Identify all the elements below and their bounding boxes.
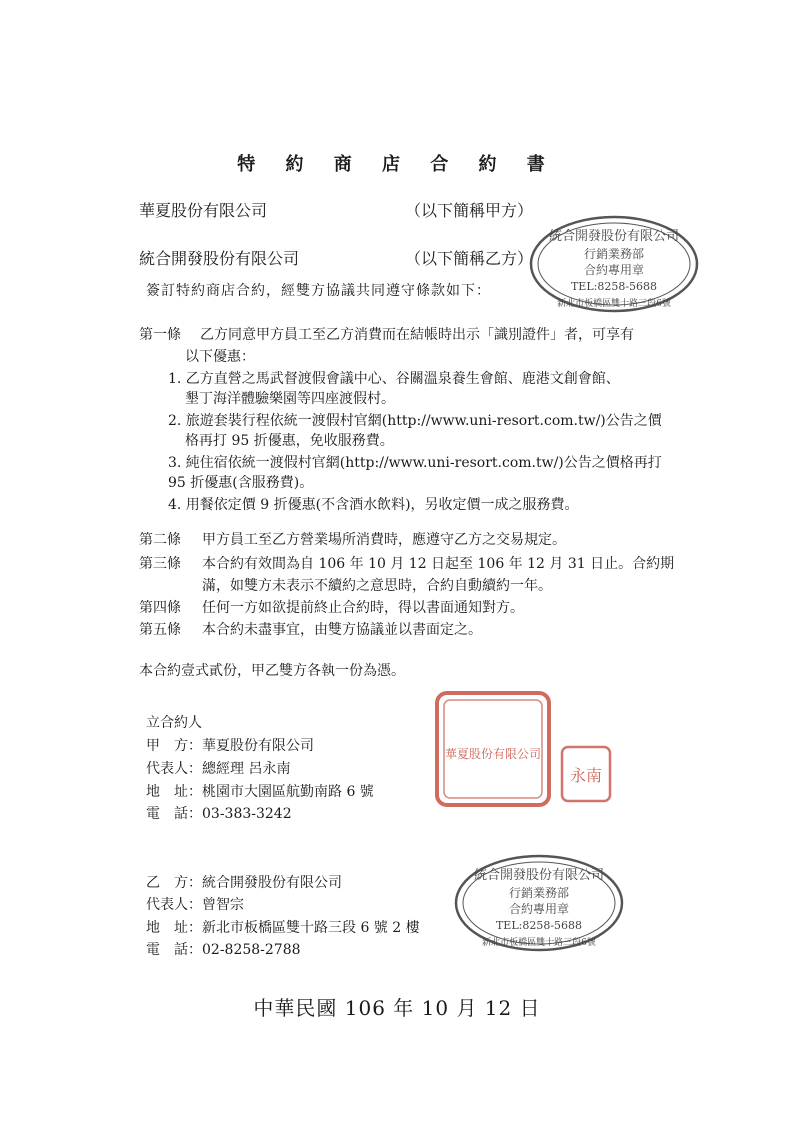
svg-text:新北市板橋區雙十路三段6號: 新北市板橋區雙十路三段6號 (557, 299, 671, 309)
article-5-label: 第五條 (139, 622, 181, 638)
intro-text: 簽訂特約商店合約，經雙方協議共同遵守條款如下： (146, 283, 491, 299)
company-square-seal (434, 690, 552, 808)
party-a-address: 地 址：桃園市大園區航勤南路 6 號 (146, 784, 374, 800)
article-1-line-2: 以下優惠： (185, 349, 255, 365)
svg-text:行銷業務部: 行銷業務部 (508, 886, 570, 900)
article-3-label: 第三條 (139, 556, 181, 572)
article-1-label: 第一條 (139, 327, 181, 343)
article-2-text: 甲方員工至乙方營業場所消費時，應遵守乙方之交易規定。 (202, 532, 566, 548)
article-3-line-1: 本合約有效間為自 106 年 10 月 12 日起至 106 年 12 月 31 日止。合約期 (202, 556, 675, 572)
signatories-header: 立合約人 (146, 715, 202, 731)
signing-date: 中華民國 106 年 10 月 12 日 (253, 996, 541, 1020)
party-a-rep: 代表人：總經理 呂永南 (146, 761, 291, 777)
svg-text:TEL:8258-5688: TEL:8258-5688 (570, 280, 658, 293)
party-a-name: 華夏股份有限公司 (139, 201, 268, 220)
benefit-line: 格再打 95 折優惠，免收服務費。 (185, 433, 394, 449)
party-a-note: （以下簡稱甲方） (405, 201, 534, 220)
benefit-line: 墾丁海洋體驗樂園等四座渡假村。 (185, 391, 395, 407)
svg-text:合約專用章: 合約專用章 (508, 902, 570, 916)
benefit-line: 95 折優惠(含服務費)。 (168, 475, 314, 491)
party-b-rep: 代表人：曾智宗 (146, 897, 244, 913)
article-4-label: 第四條 (139, 600, 181, 616)
personal-seal (560, 745, 612, 803)
party-b-address: 地 址：新北市板橋區雙十路三段 6 號 2 樓 (146, 920, 420, 936)
benefit-line: 4. 用餐依定價 9 折優惠(不含酒水飲料)，另收定價一成之服務費。 (168, 497, 579, 513)
article-1-line-1: 乙方同意甲方員工至乙方消費而在結帳時出示「識別證件」者，可享有 (200, 327, 634, 343)
benefit-line: 3. 純住宿依統一渡假村官網(http://www.uni-resort.com.tw/)公告之價格再打 (168, 455, 662, 471)
benefit-line: 2. 旅遊套裝行程依統一渡假村官網(http://www.uni-resort.com.tw/)公告之價 (168, 413, 662, 429)
company-oval-stamp (528, 214, 700, 314)
article-2-label: 第二條 (139, 532, 181, 548)
copies-statement: 本合約壹式貳份，甲乙雙方各執一份為憑。 (139, 663, 405, 679)
document-title: 特 約 商 店 合 約 書 (237, 154, 557, 175)
party-b-line: 乙 方：統合開發股份有限公司 (146, 875, 342, 891)
svg-text:統合開發股份有限公司: 統合開發股份有限公司 (473, 868, 605, 883)
party-a-line: 甲 方：華夏股份有限公司 (146, 738, 314, 754)
svg-text:TEL:8258-5688: TEL:8258-5688 (495, 919, 583, 932)
svg-text:統合開發股份有限公司: 統合開發股份有限公司 (548, 229, 680, 244)
article-4-text: 任何一方如欲提前終止合約時，得以書面通知對方。 (202, 600, 524, 616)
svg-text:新北市板橋區雙十路三段6號: 新北市板橋區雙十路三段6號 (482, 938, 596, 948)
article-5-text: 本合約未盡事宜，由雙方協議並以書面定之。 (202, 622, 482, 638)
party-a-phone: 電 話：03-383-3242 (146, 806, 292, 822)
party-b-name: 統合開發股份有限公司 (139, 249, 300, 268)
benefit-line: 1. 乙方直營之馬武督渡假會議中心、谷關溫泉養生會館、鹿港文創會館、 (168, 371, 620, 387)
svg-text:華夏股份有限公司: 華夏股份有限公司 (444, 747, 542, 761)
svg-text:行銷業務部: 行銷業務部 (583, 247, 645, 261)
party-b-phone: 電 話：02-8258-2788 (146, 942, 301, 958)
article-3-line-2: 滿，如雙方未表示不續約之意思時，合約自動續約一年。 (202, 578, 552, 594)
svg-text:合約專用章: 合約專用章 (583, 263, 645, 277)
svg-text:永南: 永南 (569, 766, 603, 785)
party-b-note: （以下簡稱乙方） (405, 249, 534, 268)
company-oval-stamp (453, 853, 625, 953)
